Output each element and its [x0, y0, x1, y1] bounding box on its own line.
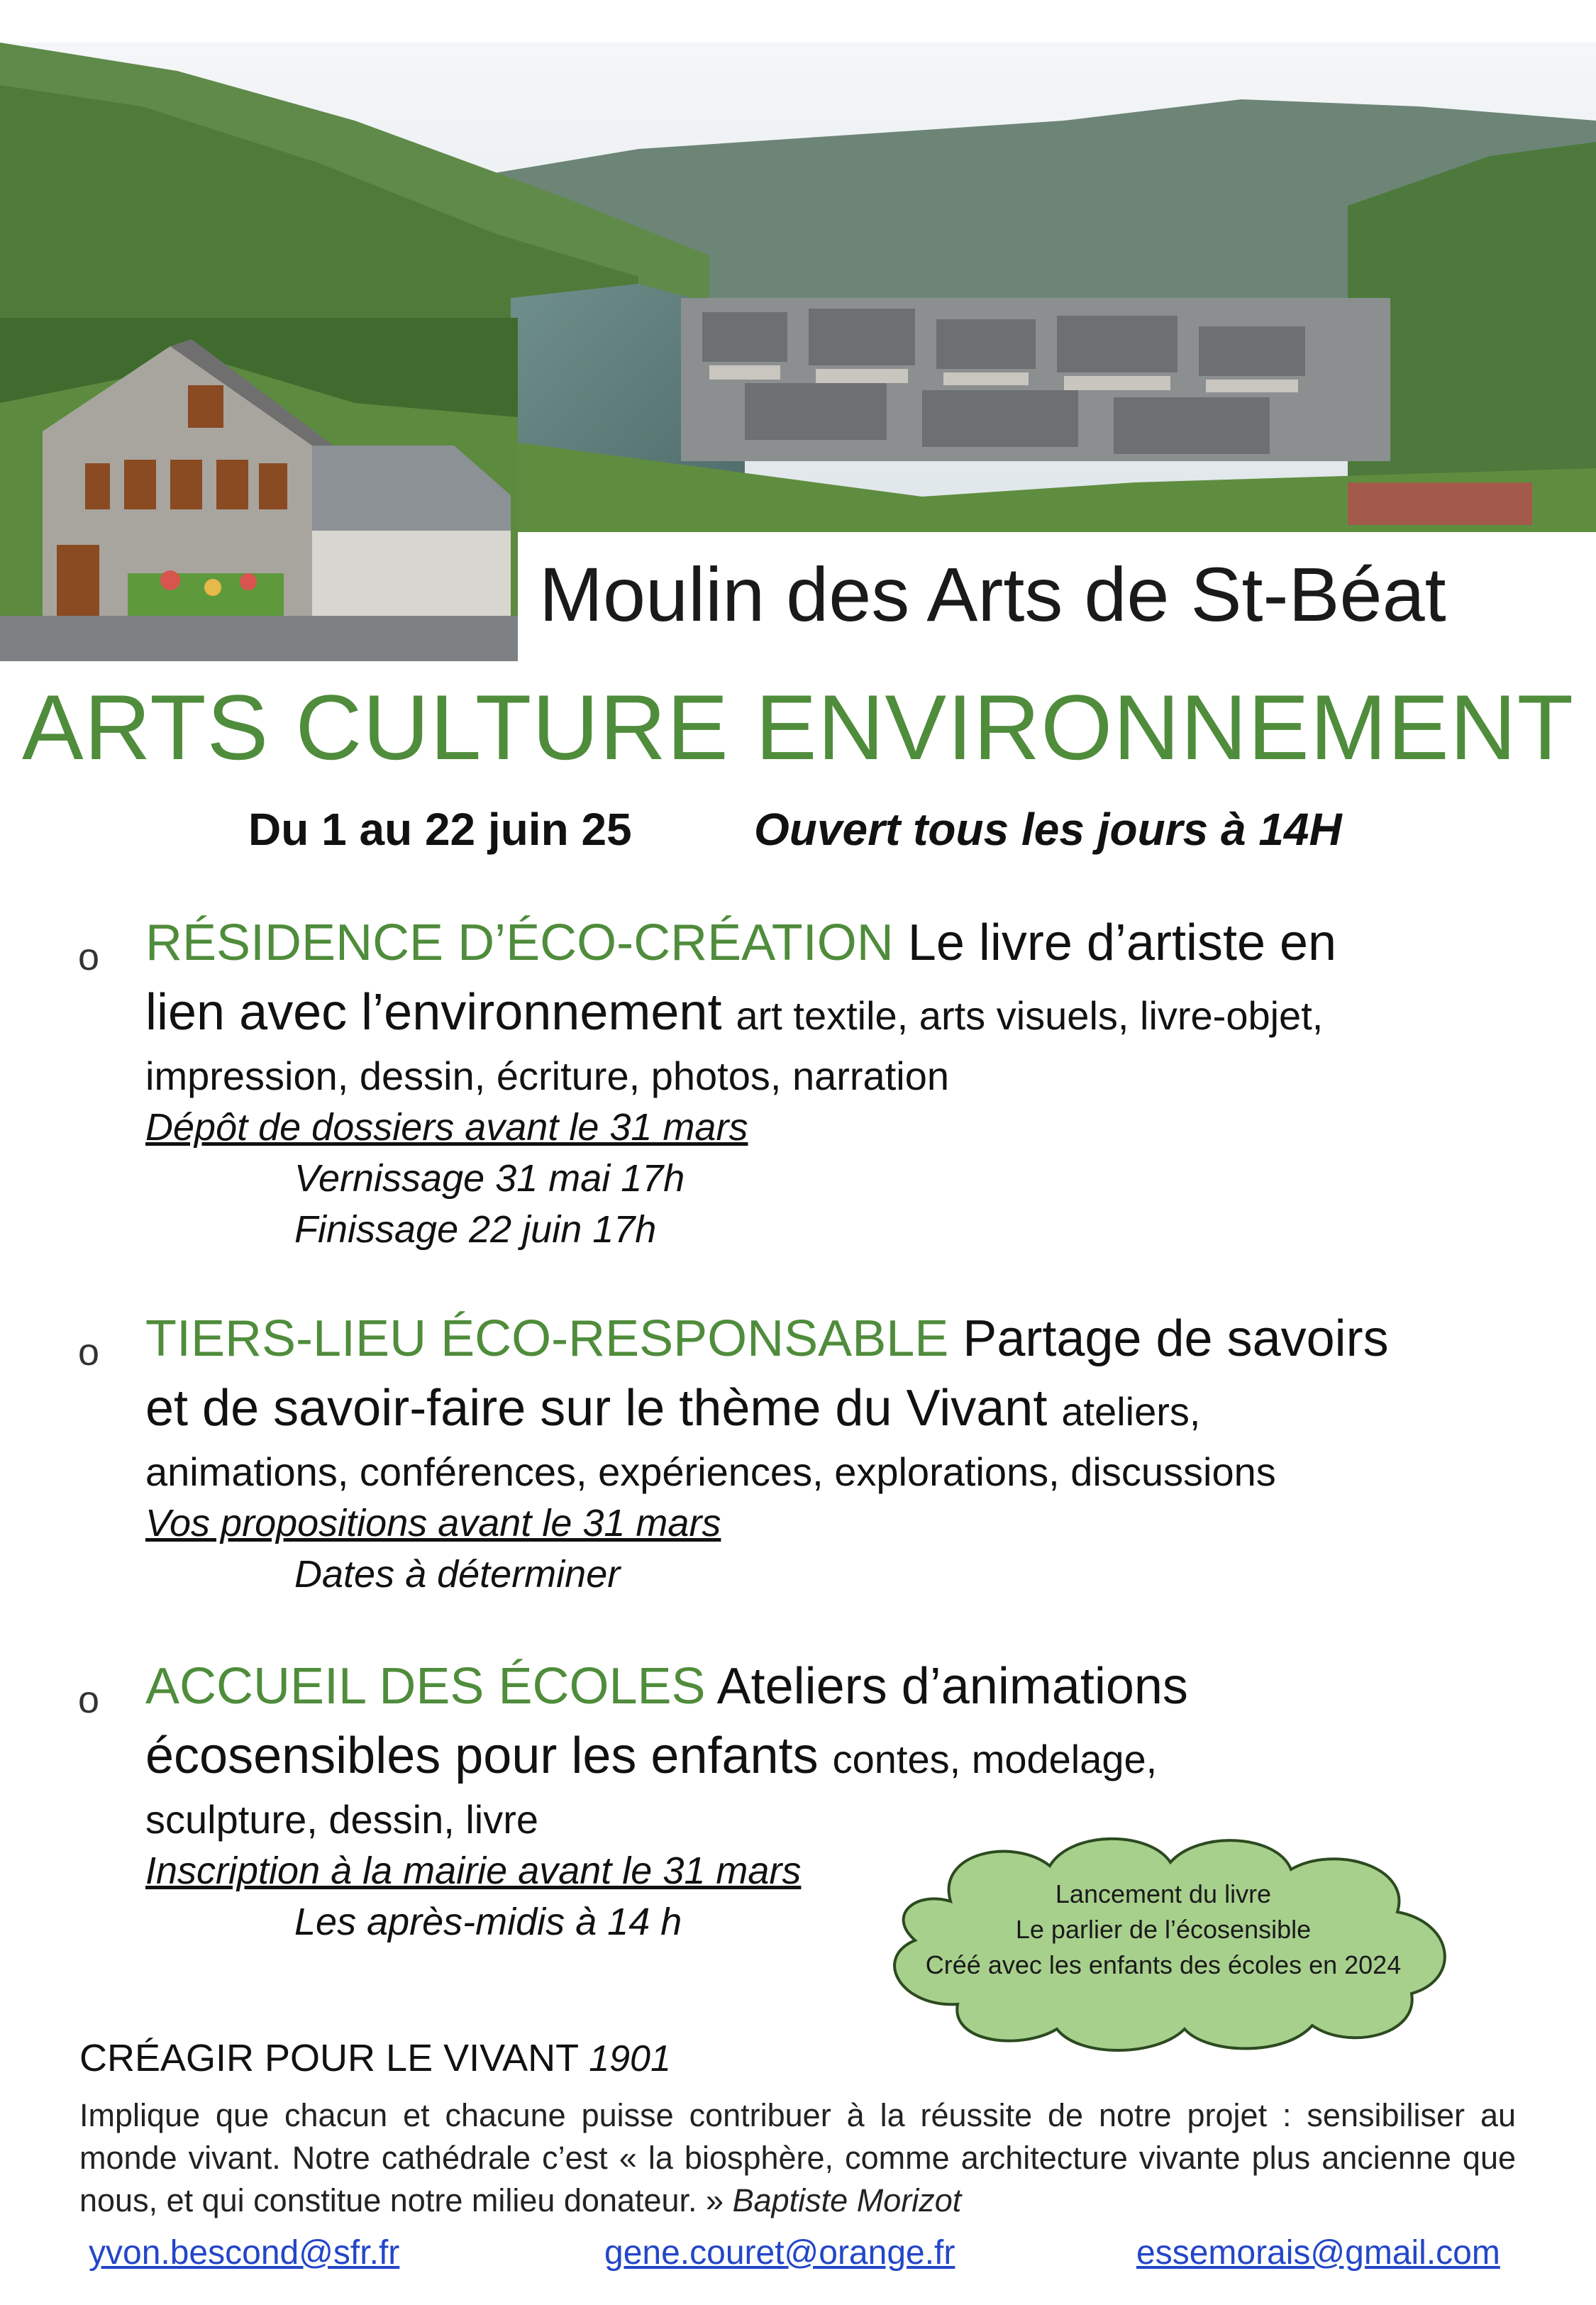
section-title: Ateliers d’animations — [716, 1658, 1188, 1715]
section-activities-continued: animations, conférences, expériences, explorations, discussions — [145, 1449, 1276, 1494]
section-category: RÉSIDENCE D’ÉCO-CRÉATION — [145, 914, 894, 971]
section-title-line-2 — [145, 1721, 1529, 1794]
quote-author: Baptiste Morizot — [732, 2182, 962, 2218]
cloud-line: Le parlier de l’écosensible — [1015, 1915, 1312, 1944]
section-activities: contes, modelage, — [832, 1737, 1158, 1781]
email-link-gene[interactable]: gene.couret@orange.fr — [604, 2234, 955, 2272]
section-residence — [145, 908, 1529, 1255]
section-title-continued: écosensibles pour les enfants — [145, 1728, 819, 1784]
email-link-essemorais[interactable]: essemorais@gmail.com — [1136, 2234, 1500, 2272]
section-detail: Finissage 22 juin 17h — [294, 1208, 657, 1251]
email-link-yvon[interactable]: yvon.bescond@sfr.fr — [89, 2234, 400, 2272]
venue-title: Moulin des Arts de St-Béat — [539, 551, 1446, 637]
section-activities-continued: impression, dessin, écriture, photos, narration — [145, 1054, 949, 1098]
section-tiers-lieu — [145, 1304, 1529, 1600]
section-title-line-2 — [145, 1373, 1529, 1447]
bullet-marker: o — [78, 1331, 100, 1373]
section-category: TIERS-LIEU ÉCO-RESPONSABLE — [145, 1310, 949, 1367]
event-dates: Du 1 au 22 juin 25 — [248, 804, 632, 855]
section-activities: art textile, arts visuels, livre-objet, — [736, 993, 1324, 1038]
cloud-text — [880, 1876, 1447, 1983]
association-description — [79, 2094, 1516, 2222]
section-deadline: Dépôt de dossiers avant le 31 mars — [145, 1106, 748, 1149]
bullet-marker: o — [78, 1679, 100, 1721]
section-title-continued: et de savoir-faire sur le thème du Vivant — [145, 1380, 1048, 1437]
section-detail: Vernissage 31 mai 17h — [294, 1157, 685, 1200]
section-deadline: Vos propositions avant le 31 mars — [145, 1502, 721, 1544]
mill-building-photo — [0, 318, 518, 661]
association-title: CRÉAGIR POUR LE VIVANT — [79, 2037, 579, 2079]
section-detail: Dates à déterminer — [294, 1553, 621, 1596]
association-year: 1901 — [589, 2038, 671, 2079]
section-detail: Les après-midis à 14 h — [294, 1901, 682, 1943]
section-title: Le livre d’artiste en — [907, 914, 1337, 971]
cloud-line: Créé avec les enfants des écoles en 2024 — [925, 1950, 1402, 1979]
section-activities: ateliers, — [1061, 1389, 1201, 1434]
section-title-line-2 — [145, 978, 1529, 1051]
bullet-marker: o — [78, 936, 100, 978]
section-title-continued: lien avec l’environnement — [145, 984, 722, 1041]
headline: ARTS CULTURE ENVIRONNEMENT — [21, 675, 1575, 779]
section-deadline: Inscription à la mairie avant le 31 mars — [145, 1850, 802, 1892]
section-title: Partage de savoirs — [963, 1310, 1389, 1367]
section-heading-line — [145, 1652, 1529, 1721]
opening-hours: Ouvert tous les jours à 14H — [754, 804, 1342, 855]
cloud-line: Lancement du livre — [1055, 1879, 1272, 1908]
association-name — [79, 2036, 671, 2080]
section-heading-line — [145, 908, 1529, 978]
section-heading-line — [145, 1304, 1529, 1373]
section-activities-continued: sculpture, dessin, livre — [145, 1797, 539, 1842]
section-category: ACCUEIL DES ÉCOLES — [145, 1658, 706, 1715]
description-text: Implique que chacun et chacune puisse contribuer à la réussite de notre projet : sensibiliser au monde vivant. Notre cathédrale c’est « la biosphère, comme architecture vivante plus ancienne que nous, et qui constitue notre milieu donateur. » — [79, 2097, 1516, 2218]
